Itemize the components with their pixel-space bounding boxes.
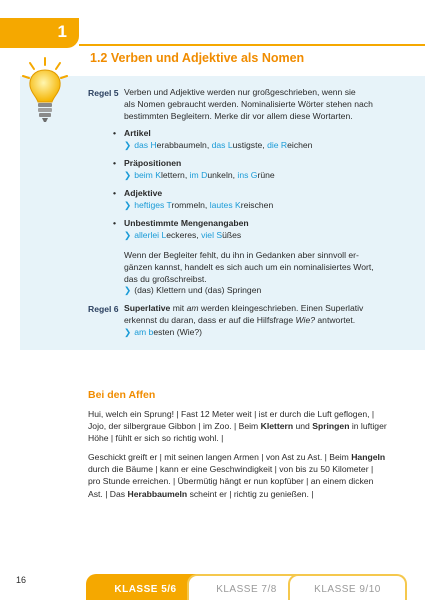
highlighted-segment: H [150,139,157,150]
story-line [88,432,387,444]
category-heading: • Präpositionen [124,158,275,170]
text-segment: scheint er | richtig zu genießen. | [187,488,314,499]
text-segment: rommeln, [171,199,210,210]
rule-5-outro-line: das du großschreibst. [124,273,207,284]
highlighted-segment: L [161,229,167,240]
section-title: 1.2 Verben und Adjektive als Nomen [90,51,305,65]
highlighted-segment: K [155,169,161,180]
story-line [88,488,385,500]
chevron-right-icon: ❯ [124,169,132,180]
tab-klasse-9-10[interactable]: KLASSE 9/10 [288,574,407,600]
example-text [134,200,273,210]
category-list-item [124,218,249,242]
story-line [88,420,387,432]
rule-5-intro-line: als Nomen gebraucht werden. Nominalisierte Wörter stehen nach [124,98,373,109]
tab-klasse-7-8[interactable]: KLASSE 7/8 [187,574,306,600]
bold-word: Hangeln [351,452,386,462]
bold-word: Springen [312,421,350,432]
highlighted-segment: ins [237,169,251,180]
rule-5-outro-line: gänzen kannst, handelt es sich auch um ein nominalisiertes Wort, [124,261,374,272]
highlighted-segment: S [216,229,223,240]
highlighted-segment: K [235,199,241,210]
example-text [134,230,241,240]
rule-5-intro-line: Verben und Adjektive werden nur großgeschrieben, wenn sie [124,87,356,97]
category-heading: • Unbestimmte Mengenangaben [124,218,249,230]
text-segment: durch die Bäume | kann er eine Geschwindigkeit | von bis zu 50 Kilometer | [88,464,374,475]
highlighted-segment: L [227,139,233,150]
story-line [88,475,385,487]
lightbulb-icon [22,56,68,124]
text-segment: Jojo, der silbergraue Gibbon | im Zoo. | Beim [88,421,261,432]
rule-6-label: Regel 6 [88,304,119,314]
story-paragraph [88,408,387,445]
text-segment: und [293,421,313,432]
highlighted-segment: die [267,139,281,150]
text-segment: in luftiger [349,421,387,432]
text-segment: ustigste, [232,139,268,150]
text-segment: reischen [240,199,274,210]
story-line [88,451,385,463]
highlighted-segment: das [211,139,228,150]
story-line [88,408,387,420]
category-example [124,230,249,242]
highlighted-segment: heftiges [134,199,167,210]
category-example [124,170,275,182]
bold-word: Herabbaumeln [127,488,188,499]
text-segment: rüne [257,169,275,180]
category-list-item [124,128,312,152]
rule-5-outro [124,250,374,297]
rule-6-text: Superlative mit am werden kleingeschrieben. Einen Superlativ erkennst du daran, dass er auf die Hilfsfrage Wie? antwortet. ❯ am besten (Wie?) [124,303,364,337]
highlighted-segment: beim [134,169,156,180]
highlighted-segment: allerlei [134,229,162,240]
rule-5-label: Regel 5 [88,88,119,98]
text-segment: Hui, welch ein Sprung! | Fast 12 Meter weit | ist er durch die Luft geflogen, | [88,409,375,419]
text-segment: unkeln, [207,169,238,180]
category-example [124,140,312,152]
rule-5-outro-line: Wenn der Begleiter fehlt, du ihn in Gedanken aber sinnvoll er- [124,250,359,260]
chevron-right-icon: ❯ [124,285,132,296]
rule-6-example: ❯ am besten (Wie?) [124,326,203,337]
title-rule [79,44,425,46]
bold-word: Klettern [260,421,294,432]
story-paragraph [88,451,385,500]
chevron-right-icon: ❯ [124,139,132,150]
highlighted-segment: T [166,199,172,210]
chapter-tab [0,18,79,48]
highlighted-segment: R [280,139,288,150]
story-line [88,463,385,475]
chapter-number: 1 [57,22,67,41]
text-segment: üßes [222,229,242,240]
rule-5-outro-example: ❯ (das) Klettern und (das) Springen [124,285,262,296]
page-number: 16 [16,575,27,585]
text-segment: eckeres, [166,229,202,240]
text-segment: eichen [287,139,313,150]
text-segment: pro Stunde erreichen. | Übermütig hängt er nun kopfüber | an einem dicken [88,476,374,487]
highlighted-segment: das [134,139,151,150]
rule-5-intro [124,87,373,122]
category-list-item [124,158,275,182]
text-segment: Geschickt greift er | mit seinen langen Armen | von Ast zu Ast. | Beim [88,452,352,462]
chevron-right-icon: ❯ [124,199,132,210]
text-segment: erabbaumeln, [156,139,212,150]
example-text [134,170,274,180]
highlighted-segment: G [250,169,258,180]
text-segment: Ast. | Das [88,488,128,499]
story-title: Bei den Affen [88,389,156,401]
chevron-right-icon: ❯ [124,326,132,337]
highlighted-segment: viel [201,229,217,240]
text-segment: lettern, [160,169,190,180]
category-example [124,200,273,212]
category-heading: • Artikel [124,128,312,140]
highlighted-segment: lautes [209,199,236,210]
highlighted-segment: D [201,169,208,180]
rule-5-intro-line: bestimmten Begleitern. Merke dir vor allem diese Wortarten. [124,110,353,121]
example-text [134,140,312,150]
chevron-right-icon: ❯ [124,229,132,240]
category-list-item [124,188,273,212]
tab-klasse-5-6[interactable]: KLASSE 5/6 [86,574,205,600]
category-heading: • Adjektive [124,188,273,200]
text-segment: Höhe | fühlt er sich so richtig wohl. | [88,433,224,444]
highlighted-segment: im [189,169,202,180]
